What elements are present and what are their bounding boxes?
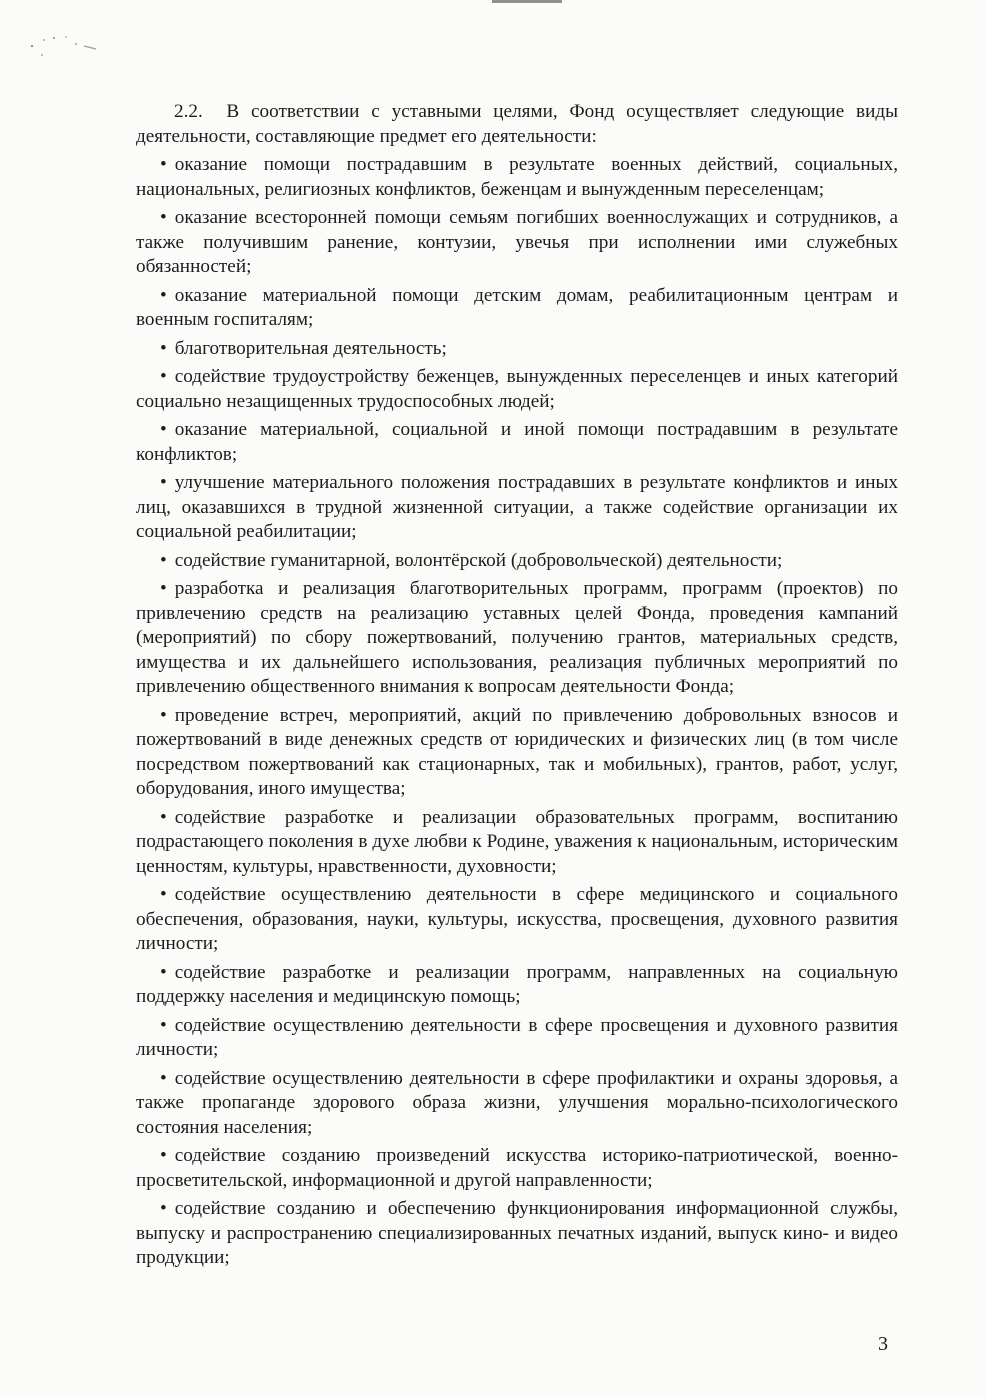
activity-item xyxy=(136,206,898,280)
bullet-icon: • xyxy=(160,961,167,983)
bullet-icon: • xyxy=(160,419,167,440)
bullet-icon: • xyxy=(160,337,167,359)
activity-item-text: содействие созданию произведений искусства историко-патриотической, военно-просветительской, информационной и другой направленности; xyxy=(136,1145,898,1191)
bullet-icon: • xyxy=(160,207,167,228)
activity-item-text: содействие гуманитарной, волонтёрской (добровольческой) деятельности; xyxy=(174,549,783,571)
activity-item xyxy=(136,337,898,362)
bullet-icon: • xyxy=(160,884,167,905)
activity-item xyxy=(136,1197,898,1271)
section-number: 2.2. xyxy=(174,101,203,122)
activity-item xyxy=(136,704,898,802)
activity-item-text: содействие разработке и реализации образовательных программ, воспитанию подрастающего поколения в духе любви к Родине, уважения к национальным, историческим ценностям, культуры, нравственности, духовности; xyxy=(136,806,898,877)
bullet-icon: • xyxy=(160,1198,167,1219)
bullet-icon: • xyxy=(160,284,167,306)
bullet-icon: • xyxy=(160,549,167,571)
activity-item xyxy=(136,806,898,880)
activity-item-text: разработка и реализация благотворительных программ, программ (проектов) по привлечению средств на реализацию уставных целей Фонда, проведения кампаний (мероприятий) по сбору пожертвований, получению грантов, материальных средств, имущества и их дальнейшего использования, реализация публичных мероприятий по привлечению общественного внимания к вопросам деятельности Фонда; xyxy=(136,578,898,697)
activity-item-text: содействие осуществлению деятельности в сфере просвещения и духовного развития личности; xyxy=(136,1014,898,1060)
section-intro xyxy=(136,100,898,149)
bullet-icon: • xyxy=(160,806,167,828)
page-number: 3 xyxy=(878,1333,888,1355)
activity-item-text: проведение встреч, мероприятий, акций по привлечению добровольных взносов и пожертвований в виде денежных средств от юридических и физических лиц (в том числе посредством пожертвований как стационарных, так и мобильных), грантов, работ, услуг, оборудования, иного имущества; xyxy=(136,704,898,799)
activity-item-text: улучшение материального положения пострадавших в результате конфликтов и иных лиц, оказавшихся в трудной жизненной ситуации, а также содействие организации их социальной реабилитации; xyxy=(136,472,898,542)
section-intro-text: В соответствии с уставными целями, Фонд осуществляет следующие виды деятельности, составляющие предмет его деятельности: xyxy=(136,101,899,147)
activity-item xyxy=(136,153,898,202)
activity-item-text: содействие осуществлению деятельности в сфере профилактики и охраны здоровья, а также пропаганде здорового образа жизни, улучшения морально-психологического состояния населения; xyxy=(136,1067,898,1138)
activity-item xyxy=(136,1067,898,1141)
activity-item xyxy=(136,883,898,957)
bullet-icon: • xyxy=(160,366,167,387)
activity-item-text: содействие трудоустройству беженцев, вынужденных переселенцев и иных категорий социально незащищенных трудоспособных людей; xyxy=(136,366,898,412)
activity-item xyxy=(136,1144,898,1193)
activity-item-text: благотворительная деятельность; xyxy=(174,337,447,359)
activity-item xyxy=(136,284,898,333)
bullet-icon: • xyxy=(160,472,167,493)
activity-item xyxy=(136,365,898,414)
bullet-icon: • xyxy=(160,1145,167,1166)
activity-item xyxy=(136,961,898,1010)
activity-item-text: оказание материальной, социальной и иной помощи пострадавшим в результате конфликтов; xyxy=(136,419,898,465)
bullet-icon: • xyxy=(160,704,167,726)
activity-item-text: оказание всесторонней помощи семьям погибших военнослужащих и сотрудников, а также получившим ранение, контузии, увечья при исполнении ими служебных обязанностей; xyxy=(136,207,898,277)
activity-item-text: содействие осуществлению деятельности в сфере медицинского и социального обеспечения, образования, науки, культуры, искусства, просвещения, духовного развития личности; xyxy=(136,884,898,954)
activity-item xyxy=(136,471,898,545)
activity-item xyxy=(136,418,898,467)
document-body xyxy=(136,100,898,1275)
bullet-icon: • xyxy=(160,154,167,175)
activity-item xyxy=(136,549,898,574)
activity-item-text: оказание материальной помощи детским домам, реабилитационным центрам и военным госпиталям; xyxy=(136,284,898,330)
activity-item-text: оказание помощи пострадавшим в результате военных действий, социальных, национальных, религиозных конфликтов, беженцам и вынужденным переселенцам; xyxy=(136,154,898,200)
bullet-icon: • xyxy=(160,578,167,599)
bullet-icon: • xyxy=(160,1014,167,1036)
scan-top-mark xyxy=(492,0,562,3)
activity-item xyxy=(136,577,898,700)
bullet-icon: • xyxy=(160,1067,167,1089)
scan-specks xyxy=(24,28,114,64)
activity-item-text: содействие созданию и обеспечению функционирования информационной службы, выпуску и распространению специализированных печатных изданий, выпуск кино- и видео продукции; xyxy=(136,1198,898,1268)
activity-item xyxy=(136,1014,898,1063)
activity-item-text: содействие разработке и реализации программ, направленных на социальную поддержку населения и медицинскую помощь; xyxy=(136,961,898,1007)
